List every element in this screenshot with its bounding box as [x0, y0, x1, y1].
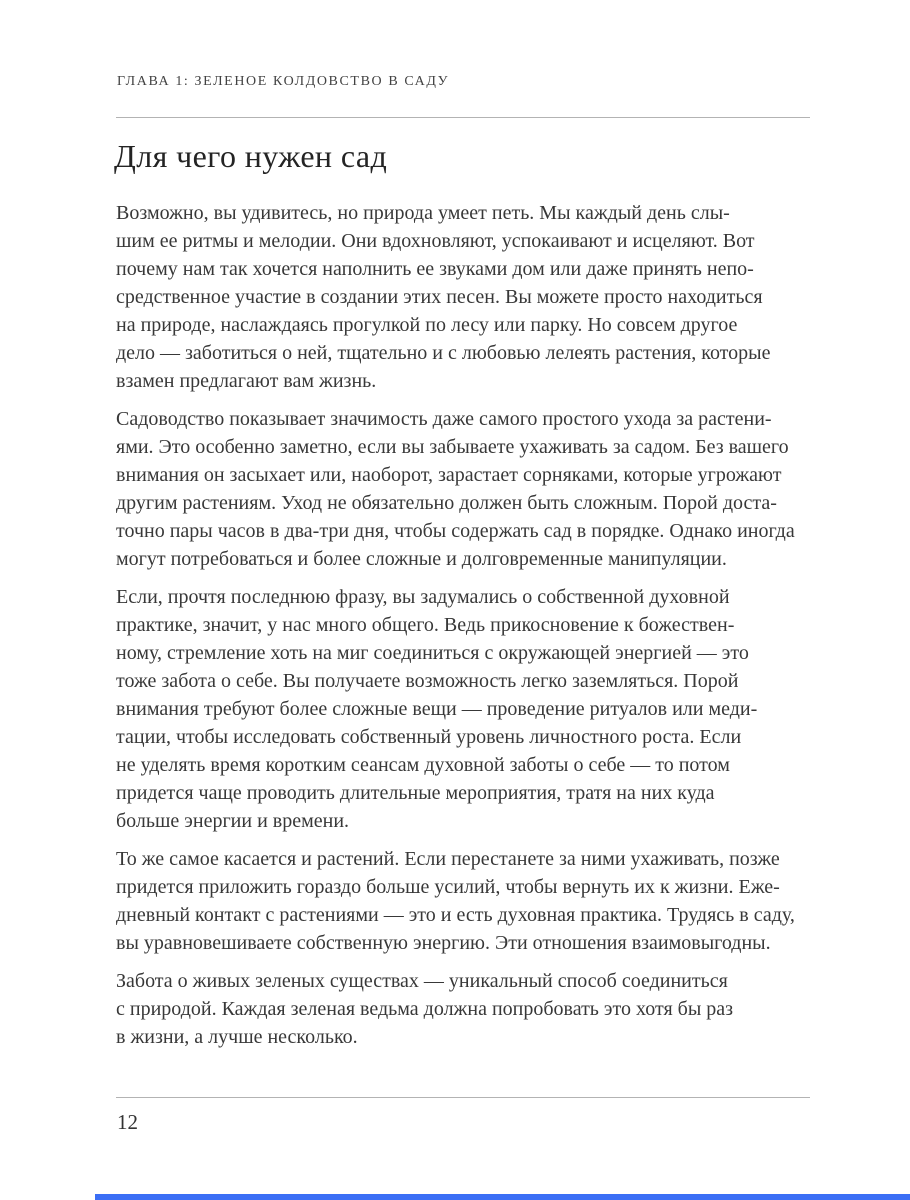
text-line: Садоводство показывает значимость даже самого простого ухода за растени-	[116, 408, 772, 430]
text-line: шим ее ритмы и мелодии. Они вдохновляют, успокаивают и исцеляют. Вот	[116, 230, 755, 252]
text-line: внимания требуют более сложные вещи — проведение ритуалов или меди-	[116, 698, 758, 720]
page-number: 12	[117, 1110, 138, 1134]
text-line: практике, значит, у нас много общего. Ведь прикосновение к божествен-	[116, 614, 735, 636]
text-line: могут потребоваться и более сложные и долговременные манипуляции.	[116, 548, 727, 570]
text-line: Возможно, вы удивитесь, но природа умеет петь. Мы каждый день слы-	[116, 202, 730, 224]
text-line: дело — заботиться о ней, тщательно и с любовью лелеять растения, которые	[116, 342, 771, 364]
text-line: дневный контакт с растениями — это и есть духовная практика. Трудясь в саду,	[116, 904, 795, 926]
text-line: больше энергии и времени.	[116, 810, 350, 832]
text-line: средственное участие в создании этих песен. Вы можете просто находиться	[116, 286, 763, 308]
bottom-divider	[116, 1097, 810, 1098]
text-line: придется приложить гораздо больше усилий, чтобы вернуть их к жизни. Еже-	[116, 876, 780, 898]
text-line: с природой. Каждая зеленая ведьма должна попробовать это хотя бы раз	[116, 998, 734, 1020]
text-line: на природе, наслаждаясь прогулкой по лесу или парку. Но совсем другое	[116, 314, 738, 336]
bottom-accent-bar	[95, 1194, 910, 1200]
text-line: ями. Это особенно заметно, если вы забываете ухаживать за садом. Без вашего	[116, 436, 789, 458]
text-line: вы уравновешиваете собственную энергию. Эти отношения взаимовыгодны.	[116, 932, 771, 954]
top-divider	[116, 117, 810, 118]
text-line: тоже забота о себе. Вы получаете возможность легко заземляться. Порой	[116, 670, 739, 692]
text-line: придется чаще проводить длительные мероприятия, тратя на них куда	[116, 782, 715, 804]
section-title: Для чего нужен сад	[114, 138, 388, 174]
paragraph	[116, 967, 816, 1051]
chapter-header: ГЛАВА 1: ЗЕЛЕНОЕ КОЛДОВСТВО В САДУ	[117, 74, 450, 89]
paragraph	[116, 199, 816, 395]
text-line: в жизни, а лучше несколько.	[116, 1026, 358, 1048]
text-line: Забота о живых зеленых существах — уникальный способ соединиться	[116, 970, 728, 992]
text-line: точно пары часов в два-три дня, чтобы содержать сад в порядке. Однако иногда	[116, 520, 795, 542]
text-line: внимания он засыхает или, наоборот, зарастает сорняками, которые угрожают	[116, 464, 782, 486]
text-line: тации, чтобы исследовать собственный уровень личностного роста. Если	[116, 726, 742, 748]
text-line: не уделять время коротким сеансам духовной заботы о себе — то потом	[116, 754, 730, 776]
text-line: ному, стремление хоть на миг соединиться с окружающей энергией — это	[116, 642, 749, 664]
text-line: Если, прочтя последнюю фразу, вы задумались о собственной духовной	[116, 586, 730, 608]
text-line: взамен предлагают вам жизнь.	[116, 370, 377, 392]
text-line: То же самое касается и растений. Если перестанете за ними ухаживать, позже	[116, 848, 780, 870]
text-line: другим растениям. Уход не обязательно должен быть сложным. Порой доста-	[116, 492, 777, 514]
paragraph	[116, 845, 816, 957]
paragraph	[116, 405, 816, 573]
paragraph	[116, 583, 816, 835]
text-line: почему нам так хочется наполнить ее звуками дом или даже принять непо-	[116, 258, 754, 280]
body-text	[116, 199, 816, 1061]
